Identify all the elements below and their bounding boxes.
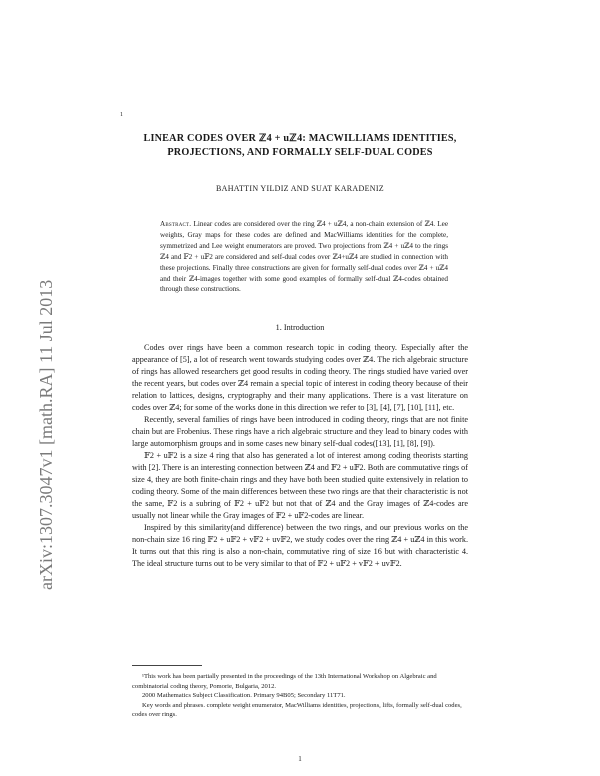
footnote: Key words and phrases. complete weight enumerator, MacWilliams identities, projections, lifts, formally self-dual codes, codes over rings. bbox=[132, 701, 462, 719]
footnote-rule bbox=[132, 665, 202, 666]
paragraph: Recently, several families of rings have been introduced in coding theory, rings that are not finite chain but are Frobenius. These rings have a rich algebraic structure and they lead to binary codes with large automorphism groups and in some cases new binary self-dual codes([13], [1], [8], [9]). bbox=[132, 415, 468, 449]
title-footnote-mark: 1 bbox=[120, 112, 123, 118]
paper-title bbox=[132, 132, 468, 160]
title-line-2: PROJECTIONS, AND FORMALLY SELF-DUAL CODES bbox=[167, 147, 433, 158]
authors: BAHATTIN YILDIZ AND SUAT KARADENIZ bbox=[216, 184, 384, 193]
arxiv-identifier: arXiv:1307.3047v1 [math.RA] 11 Jul 2013 bbox=[36, 279, 56, 590]
abstract-label: Abstract. bbox=[160, 220, 192, 228]
paragraph: Codes over rings have been a common research topic in coding theory. Especially after the appearance of [5], a lot of research went towards studying codes over ℤ4. The rich algebraic structure of rings has allowed researchers get good results in coding theory. The rings studied have varied over the recent years, but codes over ℤ4 remain a special topic of interest in coding theory because of their relation to lattices, designs, cryptography and their many applications. There is a vast literature on codes over ℤ4; for some of the works done in this direction we refer to [3], [4], [7], [10], [11], etc. bbox=[132, 343, 468, 413]
footnotes bbox=[132, 665, 468, 720]
paragraph: Inspired by this similarity(and difference) between the two rings, and our previous works on the non-chain size 16 ring 𝔽2 + u𝔽2 + v𝔽2 + uv𝔽2, we study codes over the ring ℤ4 + uℤ4 in this work. It turns out that this ring is also a non-chain, commutative ring of size 16 but with characteristic 4. The ideal structure turns out to be very similar to that of 𝔽2 + u𝔽2 + v𝔽2 + uv𝔽2. bbox=[132, 523, 468, 569]
paper-page bbox=[132, 110, 468, 570]
abstract-text: Linear codes are considered over the ring ℤ4 + uℤ4, a non-chain extension of ℤ4. Lee weights, Gray maps for these codes are defined and MacWilliams identities for the complete, symmetrized and Lee weight enumerators are proved. Two projections from ℤ4 + uℤ4 to the rings ℤ4 and 𝔽2 + u𝔽2 are considered and self-dual codes over ℤ4+uℤ4 are studied in connection with these projections. Finally three constructions are given for formally self-dual codes over ℤ4 + uℤ4 and their ℤ4-images together with some good examples of formally self-dual ℤ4-codes obtained through these constructions. bbox=[160, 220, 449, 294]
arxiv-side-stamp bbox=[12, 190, 72, 590]
title-line-1: LINEAR CODES OVER ℤ4 + uℤ4: MACWILLIAMS IDENTITIES, bbox=[143, 133, 457, 144]
abstract bbox=[160, 219, 448, 295]
paragraph: 𝔽2 + u𝔽2 is a size 4 ring that also has generated a lot of interest among coding theorists starting with [2]. There is an interesting connection between ℤ4 and 𝔽2 + u𝔽2. Both are commutative rings of size 4, they are both finite-chain rings and they have both been studied quite extensively in relation to coding theory. Some of the main differences between these two rings are that their characteristic is not the same, 𝔽2 is a subring of 𝔽2 + u𝔽2 but not that of ℤ4 and the Gray images of ℤ4-codes are usually not linear while the Gray images of 𝔽2 + u𝔽2-codes are linear. bbox=[132, 451, 468, 521]
section-heading-introduction: 1. Introduction bbox=[275, 323, 325, 333]
footnote: 2000 Mathematics Subject Classification. Primary 94B05; Secondary 11T71. bbox=[142, 692, 346, 700]
footnote: ¹This work has been partially presented in the proceedings of the 13th International Workshop on Algebraic and combinatorial coding theory, Pomorie, Bulgaria, 2012. bbox=[132, 673, 437, 690]
page-number: 1 bbox=[298, 755, 302, 763]
